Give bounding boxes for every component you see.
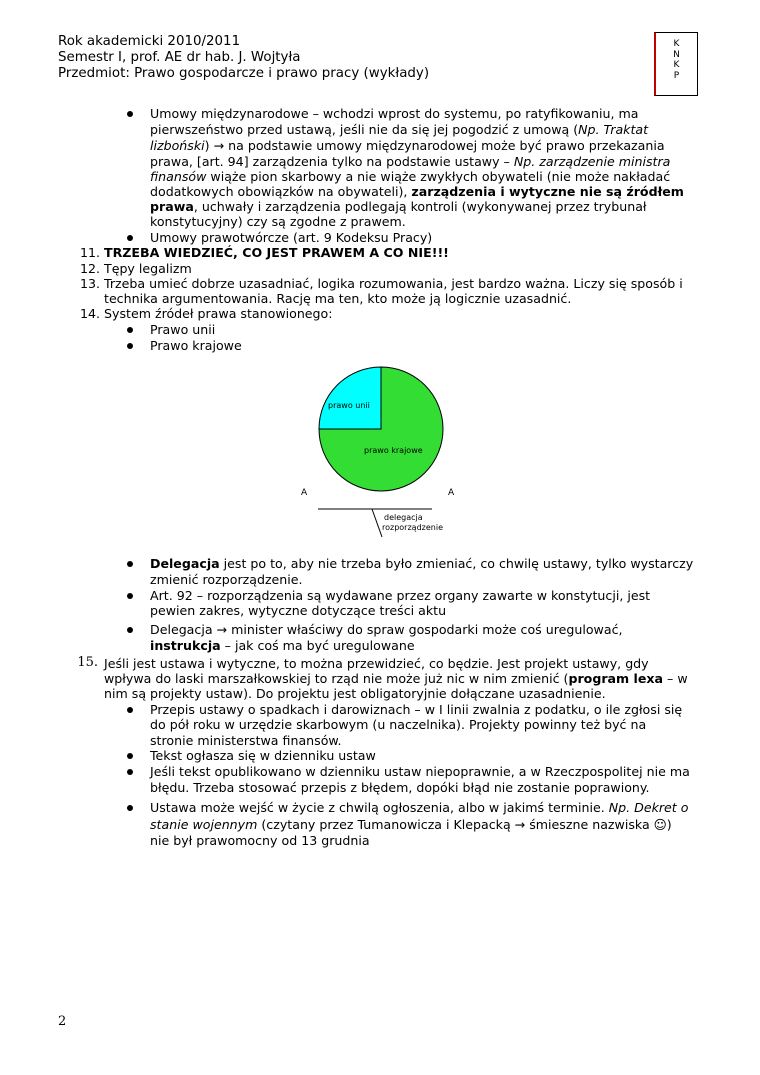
text-line: (czytany przez Tumanowicza i Klepacką → śmieszne nazwiska ☺) [257, 817, 672, 832]
header-subject: Przedmiot: Prawo gospodarcze i prawo pracy (wykłady) [58, 66, 430, 81]
pie-slice-prawo-unii [319, 367, 381, 429]
text-line: ) → na podstawie umowy międzynarodowej może być prawo przekazania [204, 138, 665, 153]
list-item: Trzeba umieć dobrze uzasadniać, logika rozumowania, jest bardzo ważna. Liczy się sposób i [104, 276, 683, 291]
annotation-a-left: A [301, 488, 308, 498]
list-item: Prawo unii [150, 322, 216, 337]
bold-text: prawa [150, 199, 194, 214]
list-item-line [104, 671, 688, 686]
bullet-icon [127, 235, 133, 241]
bold-text: zarządzenia i wytyczne nie są źródłem [411, 184, 684, 199]
diagram-label-rozporzadzenie: rozporządzenie [382, 523, 443, 532]
list-item-line [150, 638, 415, 653]
list-item: Prawo krajowe [150, 338, 242, 353]
list-item-line: błędu. Trzeba stosować przepis z błędem, dopóki błąd nie zostanie poprawiony. [150, 780, 650, 795]
text-line: Umowy prawotwórcze (art. 9 Kodeksu Pracy) [150, 230, 433, 245]
item-number: 11. [79, 245, 100, 260]
bold-text: Delegacja [150, 556, 220, 571]
list-item [104, 245, 449, 260]
logo-letter: P [673, 70, 680, 81]
list-item: Tępy legalizm [104, 261, 192, 276]
text-line: pierwszeństwo przed ustawą, jeśli nie da się jej pogodzić z umową ( [150, 122, 579, 137]
item-number: 13. [79, 276, 100, 291]
header-academic-year: Rok akademicki 2010/2011 [58, 34, 241, 49]
bullet-icon [127, 593, 133, 599]
text-line: dodatkowych obowiązków na obywateli), [150, 184, 412, 199]
diagram-label-delegacja: delegacja [384, 513, 423, 522]
item-number: 15. [77, 655, 98, 670]
text-line: wpływa do laski marszałkowskiej to rząd nie może już nic w nim zmienić ( [104, 671, 569, 686]
italic-text: stanie wojennym [150, 817, 258, 832]
item-number: 12. [79, 261, 100, 276]
list-item-line [150, 199, 647, 214]
bold-text: program lexa [568, 671, 664, 686]
list-item-line [150, 122, 648, 137]
list-item [150, 230, 432, 245]
list-item-line: nie był prawomocny od 13 grudnia [150, 833, 370, 848]
text-line: , uchwały i zarządzenia podlegają kontroli (wykonywanej przez trybunał [193, 199, 647, 214]
header-semester: Semestr I, prof. AE dr hab. J. Wojtyła [58, 50, 301, 65]
list-item-line [150, 138, 665, 153]
list-item [150, 800, 688, 815]
bullet-icon [127, 753, 133, 759]
list-item: Delegacja → minister właściwy do spraw gospodarki może coś uregulować, [150, 622, 623, 637]
bullet-icon [127, 707, 133, 713]
italic-text: Np. Dekret o [608, 800, 689, 815]
text-line: Ustawa może wejść w życie z chwilą ogłoszenia, albo w jakimś terminie. [150, 800, 609, 815]
list-item-line [150, 169, 670, 184]
bullet-icon [127, 805, 133, 811]
italic-text: lizboński [150, 138, 205, 153]
list-item-line: technika argumentowania. Rację ma ten, kto może ją logicznie uzasadnić. [104, 291, 572, 306]
bullet-icon [127, 627, 133, 633]
list-item: System źródeł prawa stanowionego: [104, 306, 333, 321]
list-item: Jeśli tekst opublikowano w dzienniku ustaw niepoprawnie, a w Rzeczpospolitej nie ma [150, 764, 690, 779]
text-line: jest po to, aby nie trzeba było zmieniać, co chwilę ustawy, tylko wystarczy [219, 556, 694, 571]
bullet-icon [127, 111, 133, 117]
list-item-line: pewien zakres, wytyczne dotyczące treści aktu [150, 603, 447, 618]
delegation-diagram [312, 505, 462, 545]
list-item-line [150, 154, 670, 169]
text-line: – jak coś ma być uregulowane [220, 638, 415, 653]
knkp-logo [654, 32, 698, 96]
list-item-line [150, 817, 672, 832]
italic-text: finansów [150, 169, 207, 184]
text-line: prawa, [art. 94] zarządzenia tylko na podstawie ustawy – [150, 154, 514, 169]
list-item: Tekst ogłasza się w dzienniku ustaw [150, 748, 376, 763]
list-item-line [150, 214, 406, 229]
pie-label-prawo-krajowe: prawo krajowe [364, 446, 423, 455]
list-item-line: stronie ministerstwa finansów. [150, 733, 342, 748]
list-item: Art. 92 – rozporządzenia są wydawane przez organy zawarte w konstytucji, jest [150, 588, 651, 603]
bullet-icon [127, 561, 133, 567]
diagram-slash [372, 509, 382, 537]
list-item: Przepis ustawy o spadkach i darowiznach – w I linii zwalnia z podatku, o ile zgłosi się [150, 702, 683, 717]
italic-text: Np. Traktat [578, 122, 649, 137]
list-item [150, 556, 693, 571]
list-item-line [150, 184, 684, 199]
list-item-line: nim są projekty ustaw). Do projektu jest obligatoryjnie dołączane uzasadnienie. [104, 686, 606, 701]
list-item: Jeśli jest ustawa i wytyczne, to można przewidzieć, co będzie. Jest projekt ustawy, gdy [104, 656, 649, 671]
annotation-a-right: A [448, 488, 455, 498]
italic-text: Np. zarządzenie ministra [513, 154, 671, 169]
list-item-line: zmienić rozporządzenie. [150, 572, 303, 587]
bold-text: instrukcja [150, 638, 221, 653]
bold-text: TRZEBA WIEDZIEĆ, CO JEST PRAWEM A CO NIE!!! [104, 245, 449, 260]
text-line: – w [663, 671, 688, 686]
item-number: 14. [79, 306, 100, 321]
logo-letter: K [673, 39, 680, 49]
logo-letter: N [673, 49, 680, 60]
list-item [150, 106, 638, 121]
bullet-icon [127, 343, 133, 349]
text-line: wiąże pion skarbowy a nie wiąże zwykłych obywateli (nie może nakładać [206, 169, 671, 184]
list-item-line: do pół roku w urzędzie skarbowym (u naczelnika). Projekty powinny też być na [150, 717, 647, 732]
text-line: konstytucyjny) czy są zgodne z prawem. [150, 214, 406, 229]
bullet-icon [127, 769, 133, 775]
bullet-icon [127, 327, 133, 333]
text-line: Umowy międzynarodowe – wchodzi wprost do systemu, po ratyfikowaniu, ma [150, 106, 639, 121]
pie-label-prawo-unii: prawo unii [328, 401, 370, 410]
logo-letter: K [673, 60, 680, 70]
page-number: 2 [58, 1014, 67, 1029]
document-header [58, 34, 429, 82]
